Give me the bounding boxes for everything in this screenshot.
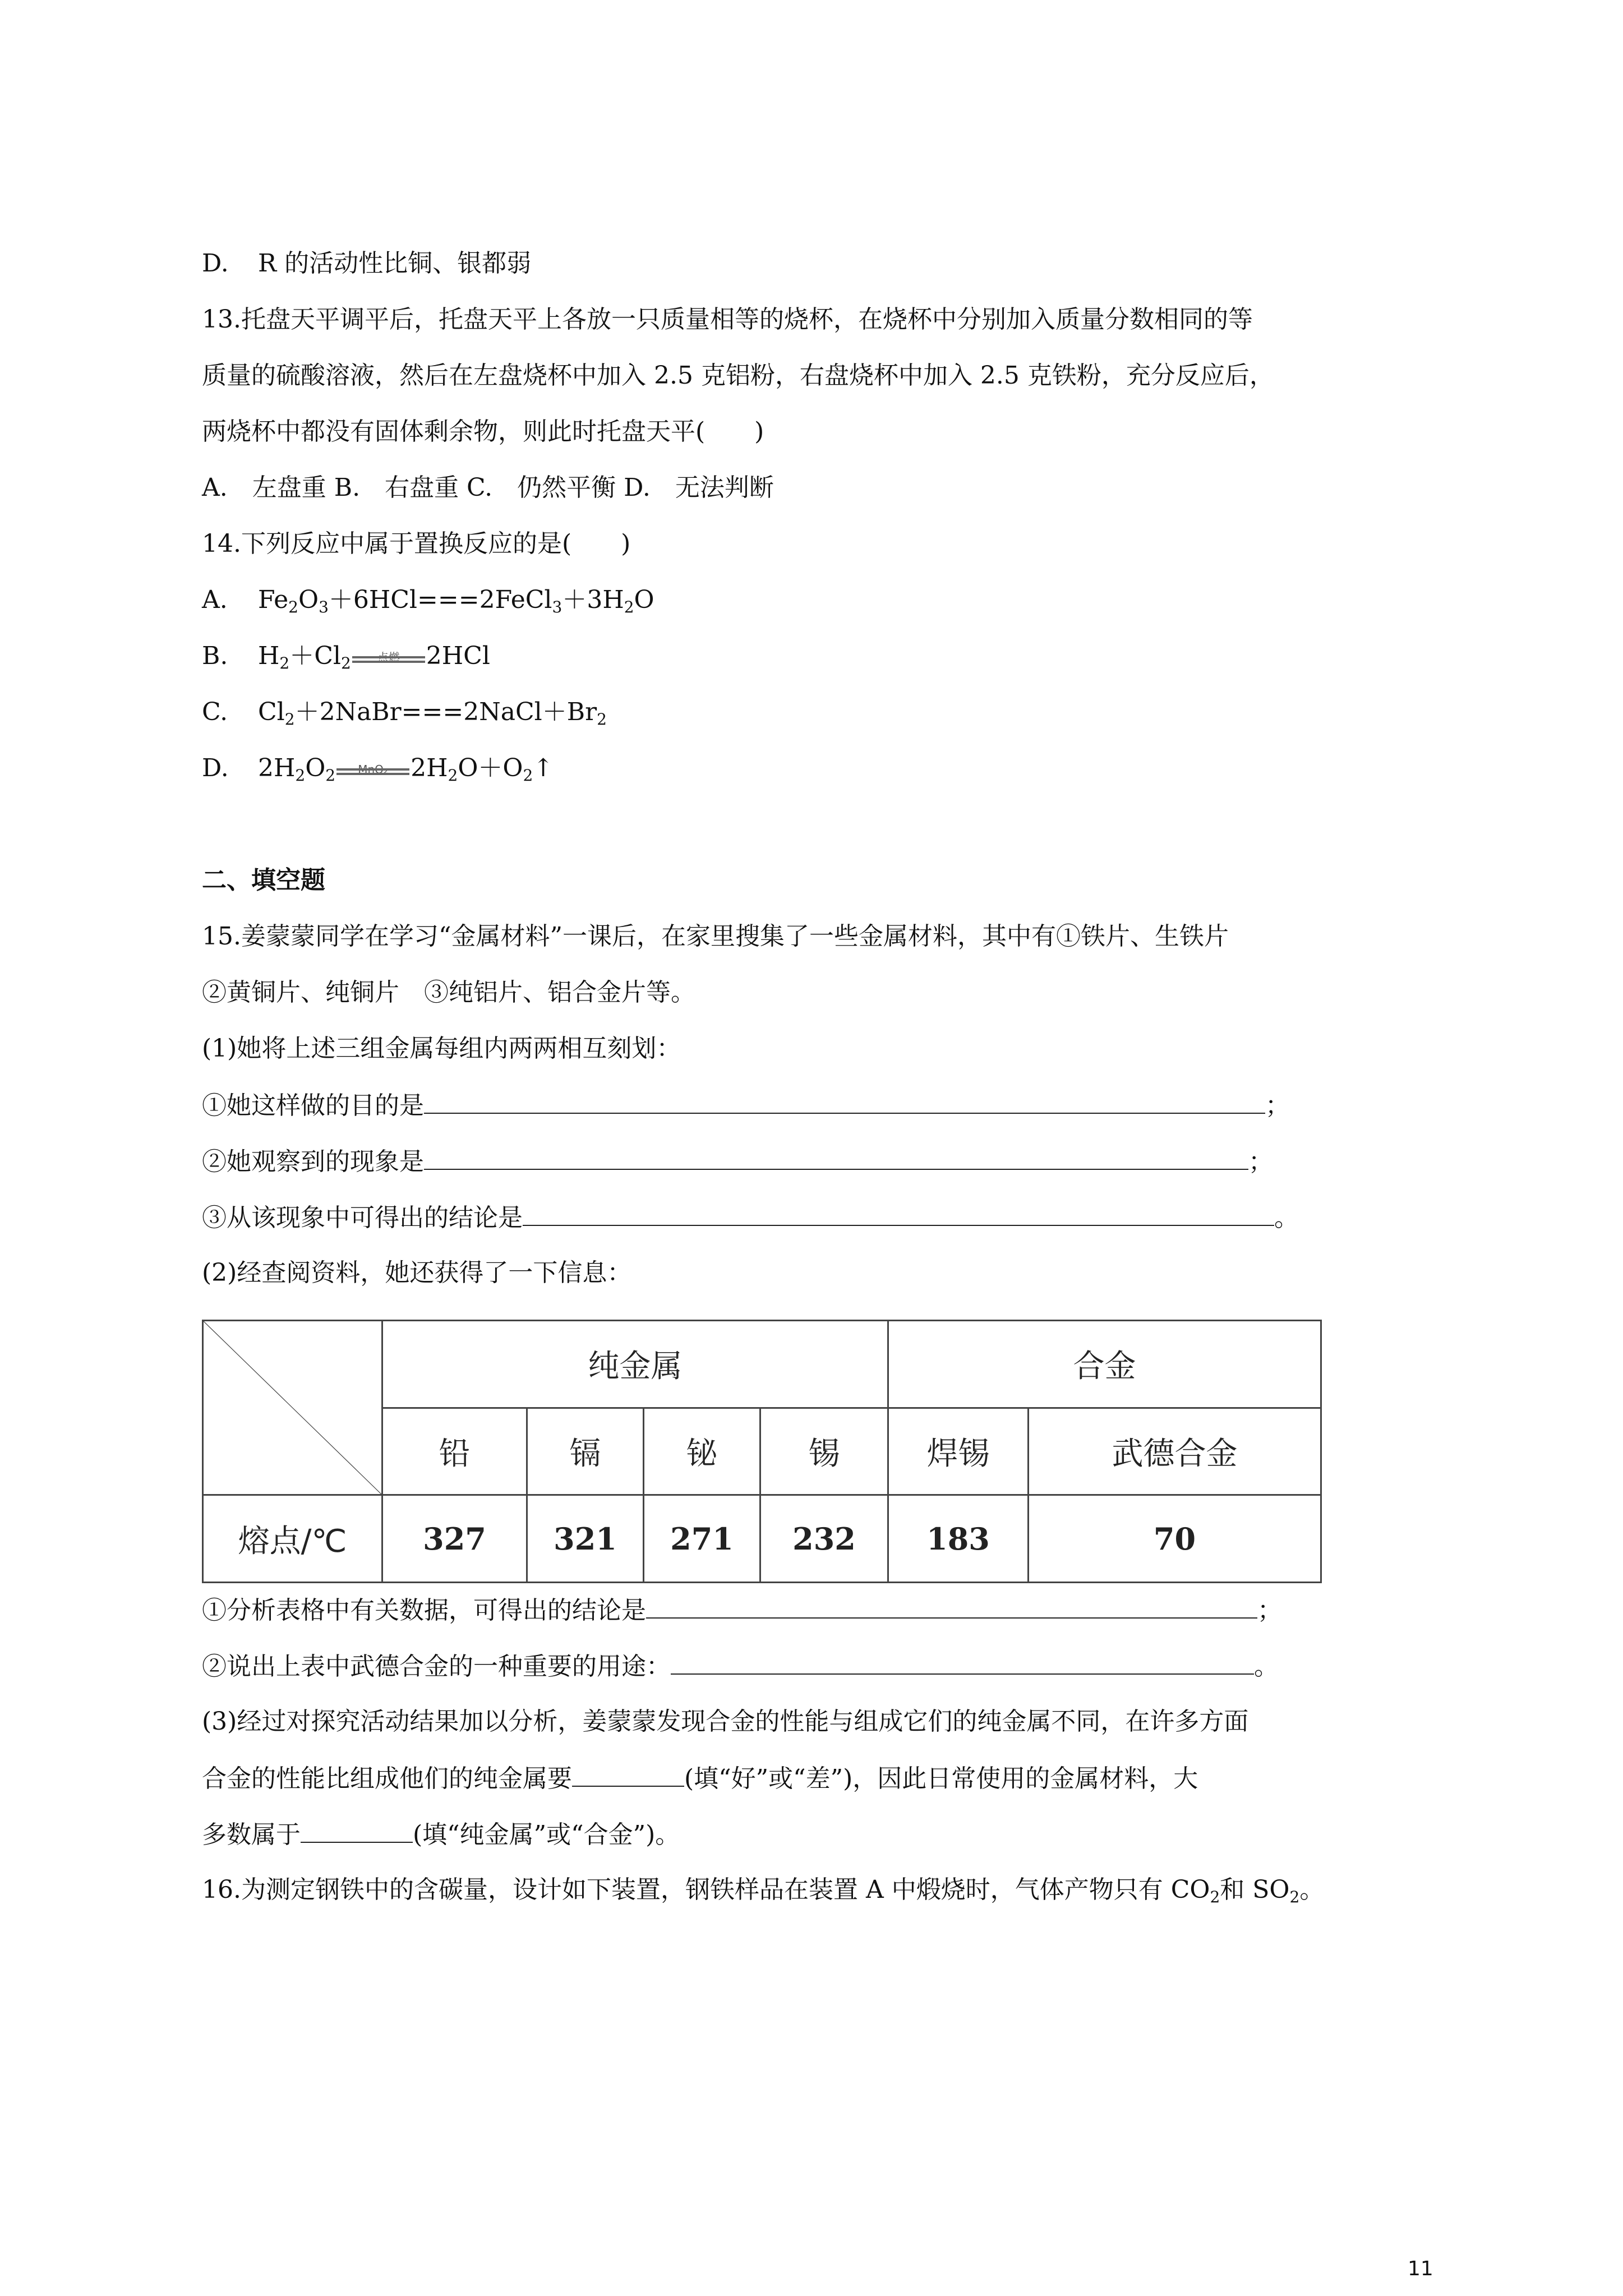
metal-header: 铋: [644, 1408, 760, 1495]
punct: 。: [1274, 1204, 1299, 1232]
metal-header: 锡: [760, 1408, 888, 1495]
metal-header: 铅: [382, 1408, 527, 1495]
answer-blank[interactable]: [671, 1649, 1254, 1675]
q14-option-a: A. $Fe_2O_3+6HCl===2FeCl_3+3H_2O$: [202, 583, 654, 617]
table-row: [203, 1495, 1321, 1583]
melting-point-value: 183: [888, 1495, 1029, 1583]
answer-blank[interactable]: [523, 1200, 1274, 1226]
section-title: 二、填空题: [202, 866, 325, 895]
stem-text: 。: [1299, 1875, 1325, 1904]
q13-options: A. 左盘重 B. 右盘重 C. 仍然平衡 D. 无法判断: [202, 473, 774, 502]
q15-part1: (1)她将上述三组金属每组内两两相互刻划：: [202, 1034, 681, 1063]
condition-label: 点燃: [377, 651, 400, 664]
option-label: B.: [202, 642, 228, 670]
q13-stem-line3: 两烧杯中都没有固体剩余物，则此时托盘天平( ): [202, 417, 764, 446]
melting-point-value: 232: [760, 1495, 888, 1583]
reaction-condition-arrow: [336, 754, 409, 778]
page-number: 11: [1408, 2257, 1433, 2280]
option-label: D.: [202, 249, 229, 278]
gas-arrow-icon: ↑: [533, 754, 554, 782]
answer-blank[interactable]: [424, 1144, 1248, 1170]
row-label: 熔点/℃: [203, 1495, 382, 1583]
prompt-text: ①她这样做的目的是: [202, 1091, 424, 1120]
option-text: R 的活动性比铜、银都弱: [258, 249, 532, 278]
diagonal-header-cell: [203, 1321, 382, 1495]
group-header-pure-metal: 纯金属: [382, 1321, 888, 1408]
q13-stem-line2: 质量的硫酸溶液，然后在左盘烧杯中加入 2.5 克铝粉，右盘烧杯中加入 2.5 克铁粉，充分反应后，: [202, 361, 1274, 390]
q15-part2a: [202, 1593, 1282, 1628]
answer-blank[interactable]: [424, 1088, 1265, 1114]
stem-text: 和 SO: [1220, 1875, 1290, 1904]
melting-point-value: 70: [1029, 1495, 1321, 1583]
prompt-text: 多数属于: [202, 1820, 301, 1849]
q14-option-b: B. $H_2+Cl_2$ 点燃 2HCl: [202, 639, 490, 673]
stem-text: 16.为测定钢铁中的含碳量，设计如下装置，钢铁样品在装置 A 中煅烧时，气体产物只有 CO: [202, 1875, 1210, 1904]
q15-part1a: [202, 1088, 1290, 1123]
answer-blank[interactable]: [572, 1761, 684, 1787]
metal-header: 焊锡: [888, 1408, 1029, 1495]
q15-part3-line1: (3)经过对探究活动结果加以分析，姜蒙蒙发现合金的性能与组成它们的纯金属不同，在许多方面: [202, 1707, 1249, 1736]
condition-label: MnO₂: [358, 763, 388, 776]
punct: ；: [1248, 1147, 1273, 1176]
answer-blank[interactable]: [301, 1817, 413, 1843]
reaction-condition-arrow: [352, 642, 425, 666]
q15-part1c: [202, 1200, 1299, 1235]
q13-stem-line1: 13.托盘天平调平后，托盘天平上各放一只质量相等的烧杯，在烧杯中分别加入质量分数相同的等: [202, 305, 1253, 334]
diagonal-line: [204, 1321, 381, 1494]
q12-option-d: [202, 247, 531, 280]
option-label: C.: [202, 698, 228, 726]
answer-blank[interactable]: [646, 1593, 1257, 1619]
melting-point-value: 271: [644, 1495, 760, 1583]
melting-point-table: [202, 1320, 1322, 1583]
punct: 。: [1254, 1652, 1279, 1681]
melting-point-value: 327: [382, 1495, 527, 1583]
option-label: A.: [202, 585, 228, 614]
q15-stem-line2: ②黄铜片、纯铜片 ③纯铝片、铝合金片等。: [202, 978, 695, 1007]
melting-point-value: 321: [527, 1495, 644, 1583]
prompt-text: (填“好”或“差”)，因此日常使用的金属材料，大: [684, 1764, 1198, 1793]
q14-option-c: C. $Cl_2+2NaBr===2NaCl+Br_2$: [202, 695, 607, 729]
metal-header: 武德合金: [1029, 1408, 1321, 1495]
punct: ；: [1265, 1091, 1290, 1120]
q15-part3-line2: [202, 1761, 1198, 1796]
prompt-text: ③从该现象中可得出的结论是: [202, 1204, 523, 1232]
prompt-text: 合金的性能比组成他们的纯金属要: [202, 1764, 572, 1793]
q15-part1b: [202, 1144, 1273, 1179]
option-label: D.: [202, 754, 229, 782]
q15-part2b: [202, 1649, 1279, 1684]
q15-stem-line1: 15.姜蒙蒙同学在学习“金属材料”一课后，在家里搜集了一些金属材料，其中有①铁片、生铁片: [202, 922, 1229, 951]
group-header-alloy: 合金: [888, 1321, 1321, 1408]
metal-header: 镉: [527, 1408, 644, 1495]
punct: ；: [1257, 1596, 1282, 1625]
q14-option-d: D. $2H_2O_2$ MnO₂ $2H_2O+O_2↑$: [202, 751, 554, 785]
q15-part3-line3: [202, 1817, 680, 1852]
prompt-text: ②说出上表中武德合金的一种重要的用途：: [202, 1652, 671, 1681]
q15-part2: (2)经查阅资料，她还获得了一下信息：: [202, 1258, 632, 1287]
prompt-text: ①分析表格中有关数据，可得出的结论是: [202, 1596, 646, 1625]
q14-stem: 14.下列反应中属于置换反应的是( ): [202, 529, 631, 558]
q16-stem: 16.为测定钢铁中的含碳量，设计如下装置，钢铁样品在装置 A 中煅烧时，气体产物只有 $CO_2$和 $SO_2$。: [202, 1875, 1325, 1906]
prompt-text: (填“纯金属”或“合金”)。: [413, 1820, 680, 1849]
prompt-text: ②她观察到的现象是: [202, 1147, 424, 1176]
